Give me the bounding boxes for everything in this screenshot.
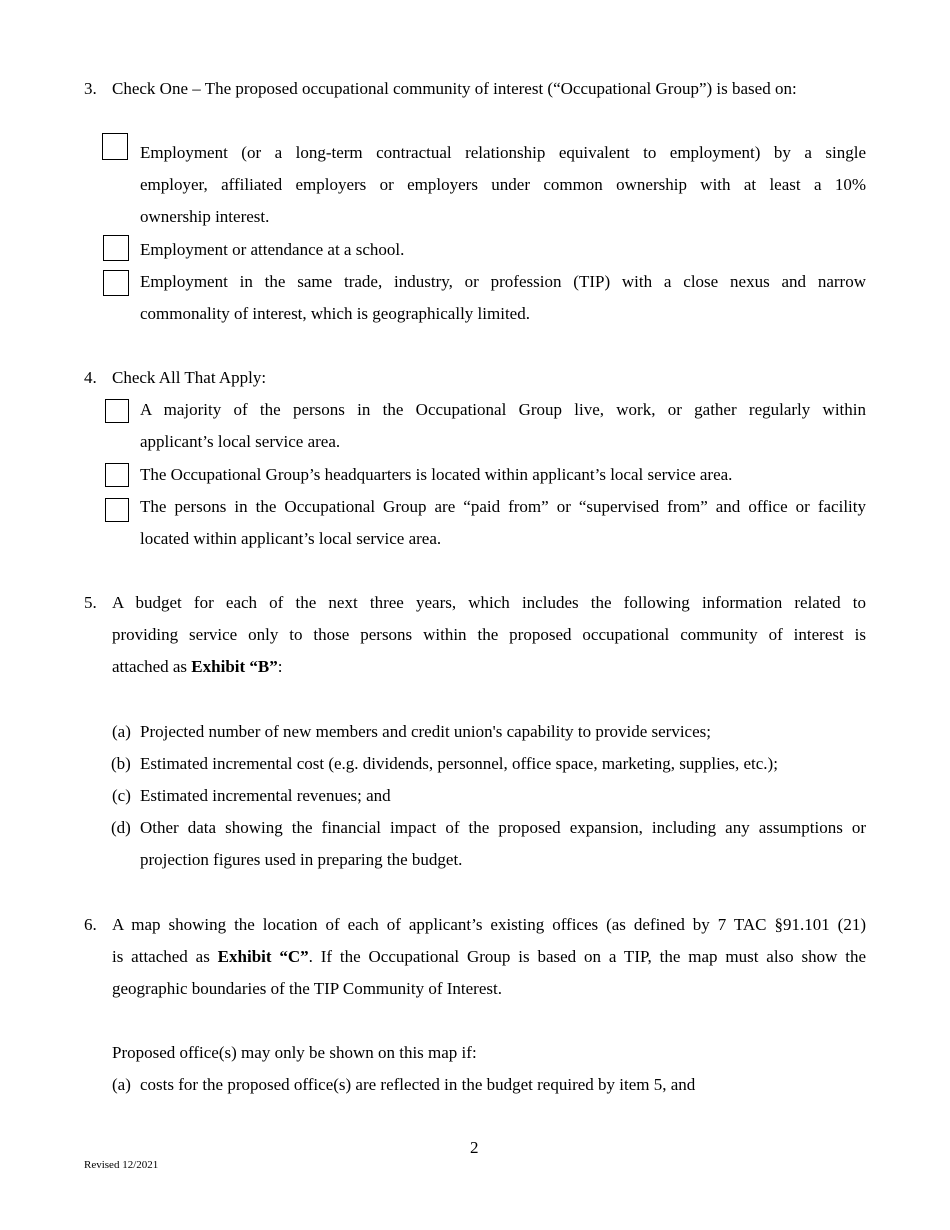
item4-option1-checkbox[interactable] bbox=[105, 399, 129, 423]
item4-option3-checkbox[interactable] bbox=[105, 498, 129, 522]
item6-proposed-intro: Proposed office(s) may only be shown on this map if: bbox=[112, 1043, 477, 1062]
item5-line3 bbox=[112, 657, 282, 677]
page-number: 2 bbox=[470, 1138, 479, 1157]
item5-sub-b-text: Estimated incremental cost (e.g. dividends, personnel, office space, marketing, supplies, etc.); bbox=[140, 754, 778, 773]
item5-line3-prefix: attached as bbox=[112, 657, 192, 676]
item3-heading: Check One – The proposed occupational community of interest (“Occupational Group”) is based on: bbox=[112, 79, 797, 98]
item5-sub-d-label: (d) bbox=[111, 818, 131, 837]
item4-option2-line1: The Occupational Group’s headquarters is located within applicant’s local service area. bbox=[140, 465, 733, 484]
item5-sub-a-label: (a) bbox=[112, 722, 131, 741]
item6-line2-prefix: is attached as bbox=[112, 947, 218, 966]
item4-option3-line1: The persons in the Occupational Group are “paid from” or “supervised from” and office or facility bbox=[140, 497, 866, 516]
item3-option2-line1: Employment or attendance at a school. bbox=[140, 240, 405, 259]
item6-line2-suffix: . If the Occupational Group is based on a TIP, the map must also show the bbox=[308, 947, 867, 966]
item5-line3-suffix: : bbox=[277, 657, 283, 676]
exhibit-b-label: Exhibit “B” bbox=[191, 657, 278, 676]
item6-number: 6. bbox=[84, 915, 97, 934]
item3-option1-line3: ownership interest. bbox=[140, 207, 270, 226]
item3-number: 3. bbox=[84, 79, 97, 98]
revised-date: Revised 12/2021 bbox=[84, 1159, 159, 1171]
item5-sub-c-text: Estimated incremental revenues; and bbox=[140, 786, 391, 805]
item3-option3-line1: Employment in the same trade, industry, or profession (TIP) with a close nexus and narrow bbox=[140, 272, 866, 291]
exhibit-c-label: Exhibit “C” bbox=[217, 947, 309, 966]
item4-option2-checkbox[interactable] bbox=[105, 463, 129, 487]
item4-option1-line1: A majority of the persons in the Occupational Group live, work, or gather regularly within bbox=[140, 400, 866, 419]
item5-sub-b-label: (b) bbox=[111, 754, 131, 773]
item6-line3: geographic boundaries of the TIP Community of Interest. bbox=[112, 979, 502, 998]
item6-line2 bbox=[112, 947, 866, 967]
item3-option3-checkbox[interactable] bbox=[103, 270, 129, 296]
item5-line1: A budget for each of the next three years, which includes the following information related to bbox=[112, 593, 866, 612]
item3-option1-line1: Employment (or a long-term contractual relationship equivalent to employment) by a single bbox=[140, 143, 866, 162]
item5-sub-d-line2: projection figures used in preparing the budget. bbox=[140, 850, 463, 869]
item4-option3-line2: located within applicant’s local service area. bbox=[140, 529, 442, 548]
item5-sub-c-label: (c) bbox=[112, 786, 131, 805]
item6-sub-a-label: (a) bbox=[112, 1075, 131, 1094]
item5-sub-d-line1: Other data showing the financial impact of the proposed expansion, including any assumptions or bbox=[140, 818, 866, 837]
item5-line2: providing service only to those persons within the proposed occupational community of interest is bbox=[112, 625, 866, 644]
item3-option3-line2: commonality of interest, which is geographically limited. bbox=[140, 304, 530, 323]
item6-sub-a-text: costs for the proposed office(s) are reflected in the budget required by item 5, and bbox=[140, 1075, 696, 1094]
item5-number: 5. bbox=[84, 593, 97, 612]
item5-sub-a-text: Projected number of new members and credit union's capability to provide services; bbox=[140, 722, 711, 741]
item3-option2-checkbox[interactable] bbox=[103, 235, 129, 261]
item4-heading: Check All That Apply: bbox=[112, 368, 267, 387]
item3-option1-line2: employer, affiliated employers or employers under common ownership with at least a 10% bbox=[140, 175, 866, 194]
item4-option1-line2: applicant’s local service area. bbox=[140, 432, 341, 451]
item4-number: 4. bbox=[84, 368, 97, 387]
item3-option1-checkbox[interactable] bbox=[102, 133, 128, 160]
item6-line1: A map showing the location of each of applicant’s existing offices (as defined by 7 TAC §91.101 (21) bbox=[112, 915, 866, 934]
